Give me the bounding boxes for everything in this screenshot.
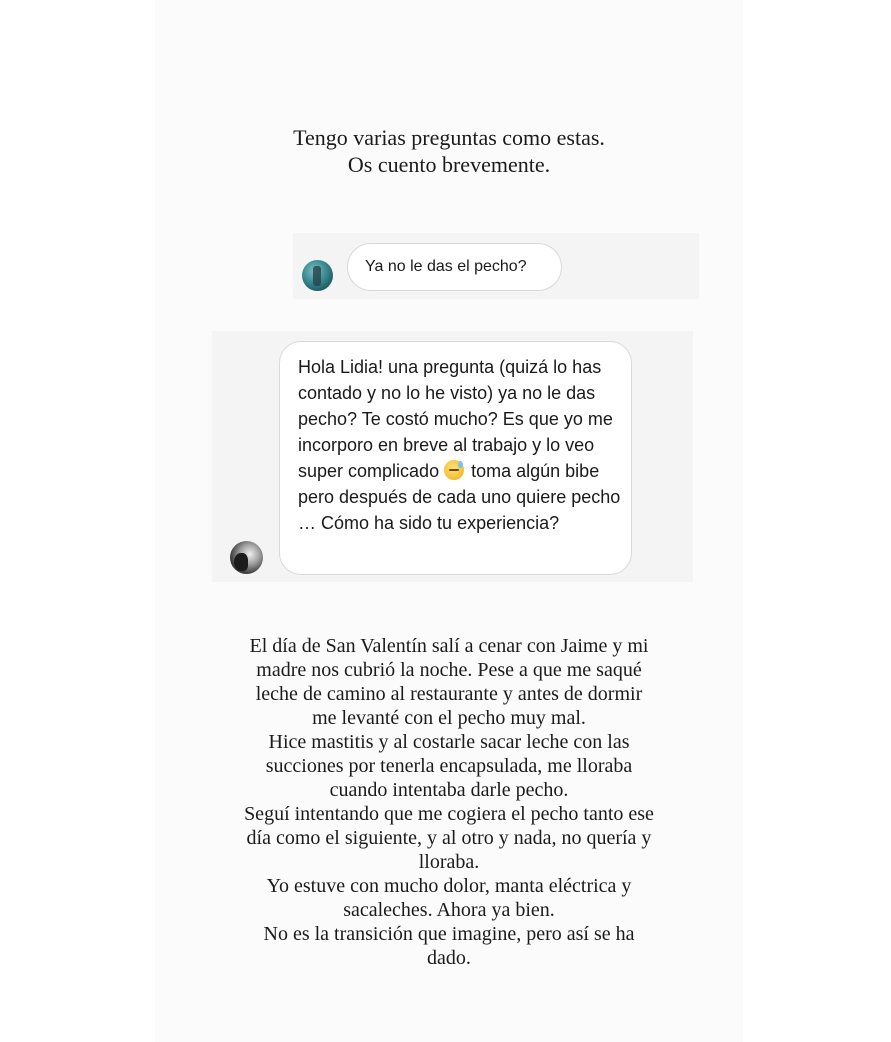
message-bubble: [279, 341, 632, 575]
intro-text: [155, 124, 743, 178]
caption-line: madre nos cubrió la noche. Pese a que me saqué: [256, 659, 642, 681]
story-caption: [155, 634, 743, 970]
question-sticker-1: [293, 233, 699, 299]
caption-line: me levanté con el pecho muy mal.: [312, 707, 586, 729]
sender-avatar: [302, 260, 333, 291]
intro-line: Tengo varias preguntas como estas.: [293, 125, 605, 150]
caption-line: leche de camino al restaurante y antes de dormir: [255, 683, 643, 705]
caption-line: Seguí intentando que me cogiera el pecho tanto ese: [244, 803, 654, 825]
caption-line: dado.: [427, 947, 471, 969]
caption-line: Yo estuve con mucho dolor, manta eléctrica y: [266, 875, 632, 897]
caption-line: día como el siguiente, y al otro y nada, no quería y: [246, 827, 652, 849]
story-frame[interactable]: [155, 0, 743, 1042]
caption-line: lloraba.: [418, 851, 480, 873]
caption-line: No es la transición que imagine, pero así se ha: [263, 923, 635, 945]
sender-avatar: [230, 541, 263, 574]
caption-line: cuando intentaba darle pecho.: [329, 779, 569, 801]
caption-line: succiones por tenerla encapsulada, me lloraba: [265, 755, 633, 777]
caption-line: El día de San Valentín salí a cenar con Jaime y mi: [249, 635, 649, 657]
message-bubble: [347, 243, 562, 291]
message-text: Ya no le das el pecho?: [365, 258, 527, 275]
caption-line: sacaleches. Ahora ya bien.: [343, 899, 555, 921]
downcast-sweat-face-icon: [444, 460, 464, 480]
caption-line: Hice mastitis y al costarle sacar leche con las: [268, 731, 630, 753]
message-text: toma algún bibe pero después de cada uno quiere pecho … Cómo ha sido tu experiencia?: [298, 461, 621, 533]
message-text: Hola Lidia! una pregunta (quizá lo has contado y no lo he visto) ya no le das pecho? Te costó mucho? Es que yo me incorporo en breve al trabajo y lo veo super complicado: [298, 357, 613, 481]
intro-line: Os cuento brevemente.: [347, 152, 551, 177]
question-sticker-2: [212, 331, 693, 582]
